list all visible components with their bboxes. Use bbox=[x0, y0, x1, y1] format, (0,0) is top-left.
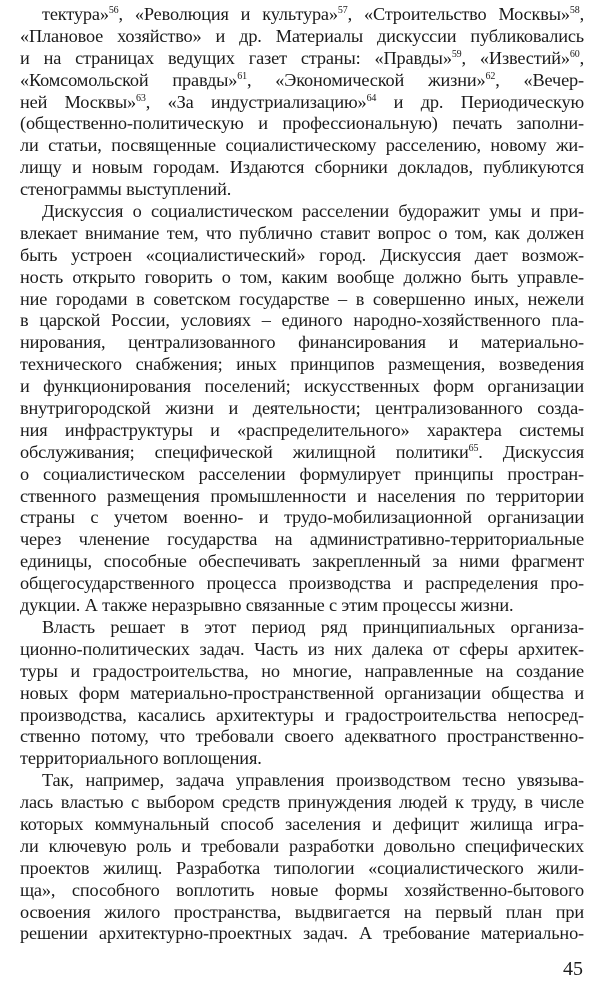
text-segment: технического снабжения; иных принципов размещения, возведения bbox=[20, 354, 584, 375]
text-segment: через членение государства на административно-территориальные bbox=[20, 529, 584, 550]
text-line bbox=[20, 529, 584, 551]
text-segment: дукции. А также неразрывно связанные с этим процессы жизни. bbox=[20, 595, 514, 616]
text-segment: , bbox=[579, 4, 584, 24]
text-segment: ственного размещения промышленности и населения по территории bbox=[20, 485, 584, 506]
text-line bbox=[20, 310, 584, 332]
text-segment: тектура» bbox=[42, 4, 109, 24]
text-segment: ли ключевую роль и требовали разработки довольно специфических bbox=[20, 835, 584, 856]
text-line bbox=[20, 770, 584, 792]
text-line bbox=[20, 332, 584, 354]
text-segment: ность открыто говорить о том, каким вообще должно быть управле- bbox=[20, 266, 584, 287]
text-line bbox=[20, 464, 584, 486]
footnote-reference: 63 bbox=[136, 92, 146, 104]
text-segment: ния инфраструктуры и «распределительного» характера системы bbox=[20, 419, 584, 440]
text-segment: «Плановое хозяйство» и др. Материалы дискуссии публиковались bbox=[20, 25, 584, 46]
text-segment: Дискуссия о социалистическом расселении будоражит умы и при- bbox=[42, 201, 584, 222]
text-line bbox=[20, 48, 584, 70]
text-segment: которых коммунальный способ заселения и дефицит жилища игра- bbox=[20, 813, 584, 834]
text-line bbox=[20, 683, 584, 705]
text-segment: о социалистическом расселении формулирует принципы простран- bbox=[20, 463, 584, 484]
book-page-text bbox=[20, 4, 584, 945]
text-segment: , «За индустриализацию» bbox=[145, 91, 367, 112]
text-segment: ственно потому, что требовали своего адекватного пространственно- bbox=[20, 726, 584, 747]
text-line bbox=[20, 70, 584, 92]
text-segment: и на страницах ведущих газет страны: «Правды» bbox=[20, 47, 452, 68]
text-segment: , «Строительство Москвы» bbox=[347, 4, 570, 24]
text-segment: , «Экономической жизни» bbox=[246, 69, 486, 90]
text-segment: обслуживания; специфической жилищной политики bbox=[20, 441, 469, 462]
paragraph bbox=[20, 4, 584, 201]
footnote-reference: 61 bbox=[237, 70, 247, 82]
footnote-reference: 65 bbox=[468, 442, 479, 454]
page-number: 45 bbox=[563, 958, 583, 980]
text-segment: Так, например, задача управления производством тесно увязыва- bbox=[42, 770, 584, 791]
footnote-reference: 56 bbox=[108, 5, 119, 16]
text-line bbox=[20, 705, 584, 727]
text-line bbox=[20, 201, 584, 223]
text-line bbox=[20, 157, 584, 179]
text-segment: Власть решает в этот период ряд принципиальных организа- bbox=[42, 616, 584, 637]
footnote-reference: 60 bbox=[569, 48, 580, 60]
text-segment: . Дискуссия bbox=[478, 441, 584, 462]
text-line bbox=[20, 507, 584, 529]
text-line bbox=[20, 245, 584, 267]
text-segment: страны с учетом военно- и трудо-мобилизационной организации bbox=[20, 507, 584, 528]
text-segment: «Комсомольской правды» bbox=[20, 69, 238, 90]
text-segment: ща», способного воплотить новые формы хозяйственно-бытового bbox=[20, 879, 584, 900]
text-line bbox=[20, 814, 584, 836]
text-segment: стенограммы выступлений. bbox=[20, 179, 232, 200]
text-line bbox=[20, 420, 584, 442]
text-segment: новых форм материально-пространственной организации общества и bbox=[20, 682, 584, 703]
text-line bbox=[20, 748, 584, 770]
text-segment: ние городами в советском государстве – в совершенно иных, нежели bbox=[20, 288, 584, 309]
paragraph bbox=[20, 617, 584, 770]
footnote-reference: 62 bbox=[485, 70, 496, 82]
text-line bbox=[20, 902, 584, 924]
text-line bbox=[20, 113, 584, 135]
text-line bbox=[20, 135, 584, 157]
text-segment: ли статьи, посвященные социалистическому расселению, новому жи- bbox=[20, 135, 584, 156]
text-line bbox=[20, 223, 584, 245]
text-line bbox=[20, 880, 584, 902]
text-segment: (общественно-политическую и профессиональную) печать заполни- bbox=[20, 113, 584, 134]
text-line bbox=[20, 923, 584, 945]
text-line bbox=[20, 726, 584, 748]
text-line bbox=[20, 267, 584, 289]
text-segment: , «Вечер- bbox=[495, 69, 584, 90]
paragraph bbox=[20, 201, 584, 617]
text-segment: , «Революция и культура» bbox=[118, 4, 338, 24]
text-segment: ционно-политических задач. Часть из них далека от сферы архитек- bbox=[20, 638, 584, 659]
text-line bbox=[20, 792, 584, 814]
text-line bbox=[20, 595, 584, 617]
text-line bbox=[20, 573, 584, 595]
text-line bbox=[20, 617, 584, 639]
text-line bbox=[20, 26, 584, 48]
text-segment: единицы, способные обеспечивать закрепленный за ними фрагмент bbox=[20, 551, 584, 572]
text-segment: решении архитектурно-проектных задач. А требование материально- bbox=[20, 923, 584, 944]
text-segment: нирования, централизованного финансирования и материально- bbox=[20, 332, 584, 353]
text-segment: и функционирования поселений; искусственных форм организации bbox=[20, 376, 584, 397]
footnote-reference: 64 bbox=[366, 92, 377, 104]
text-line bbox=[20, 398, 584, 420]
text-segment: , bbox=[579, 47, 584, 68]
text-line bbox=[20, 442, 584, 464]
text-segment: , «Известий» bbox=[461, 47, 570, 68]
text-line bbox=[20, 836, 584, 858]
text-line bbox=[20, 354, 584, 376]
text-line bbox=[20, 858, 584, 880]
text-segment: ней Москвы» bbox=[20, 91, 137, 112]
text-segment: производства, касались архитектуры и градостроительства непосред- bbox=[20, 704, 584, 725]
text-segment: в царской России, условиях – единого народно-хозяйственного пла- bbox=[20, 310, 584, 331]
text-segment: внутригородской жизни и деятельности; централизованного созда- bbox=[20, 398, 584, 419]
text-line bbox=[20, 551, 584, 573]
text-segment: общегосударственного процесса производства и распределения про- bbox=[20, 573, 584, 594]
text-segment: проектов жилищ. Разработка типологии «социалистического жили- bbox=[20, 857, 584, 878]
text-line bbox=[20, 639, 584, 661]
paragraph bbox=[20, 770, 584, 945]
text-line bbox=[20, 486, 584, 508]
text-line bbox=[20, 179, 584, 201]
footnote-reference: 58 bbox=[569, 5, 580, 16]
text-segment: лищу и новым городам. Издаются сборники докладов, публикуются bbox=[20, 157, 584, 178]
text-line bbox=[20, 661, 584, 683]
text-line bbox=[20, 376, 584, 398]
text-segment: территориального воплощения. bbox=[20, 748, 262, 769]
text-segment: и др. Периодическую bbox=[376, 91, 584, 112]
text-segment: влекает внимание тем, что публично ставит вопрос о том, как должен bbox=[20, 222, 584, 243]
text-line bbox=[20, 4, 584, 26]
text-line bbox=[20, 92, 584, 114]
footnote-reference: 59 bbox=[451, 48, 462, 60]
text-line bbox=[20, 289, 584, 311]
text-segment: освоения жилого пространства, выдвигается на первый план при bbox=[20, 901, 584, 922]
text-segment: быть устроен «социалистический» город. Дискуссия дает возмож- bbox=[20, 244, 584, 265]
footnote-reference: 57 bbox=[337, 5, 348, 16]
text-segment: лась властью с выбором средств принуждения людей к труду, в числе bbox=[20, 792, 584, 813]
text-segment: туры и градостроительства, но многие, направленные на создание bbox=[20, 660, 584, 681]
